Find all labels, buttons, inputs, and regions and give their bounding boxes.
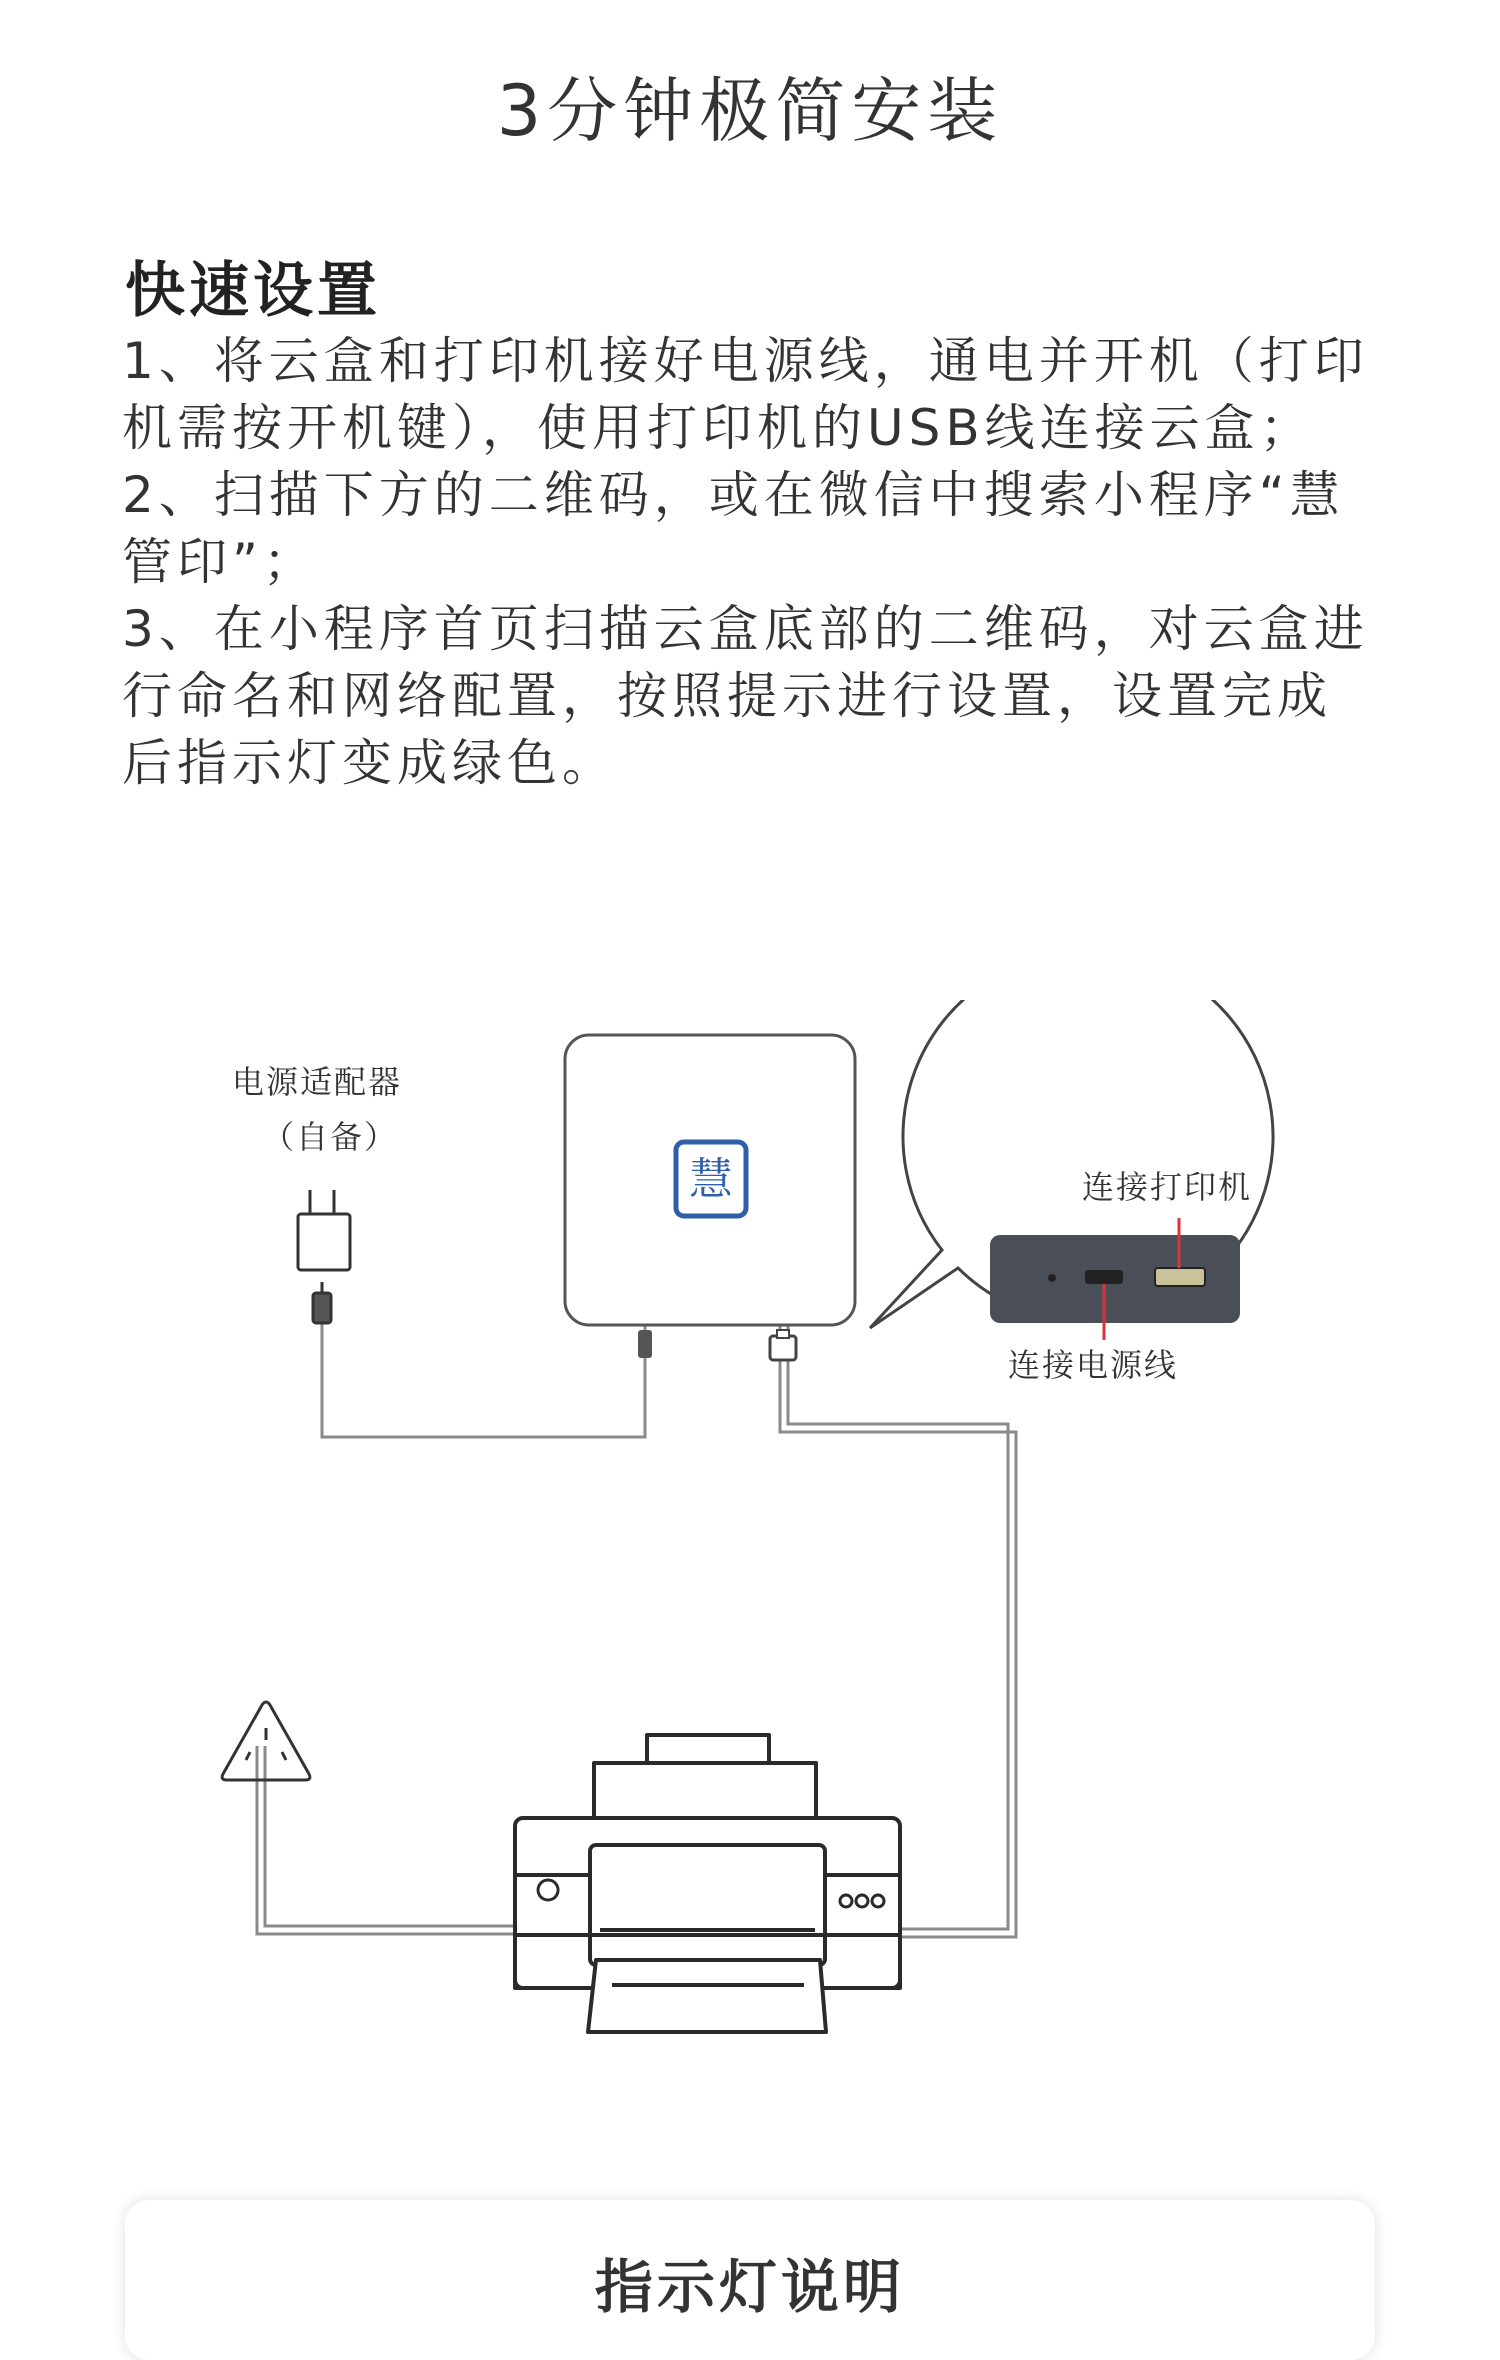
instruction-step-1: 1、将云盒和打印机接好电源线，通电并开机（打印机需按开机键），使用打印机的USB线连接云盒； — [122, 332, 1369, 457]
indicator-section-title: 指示灯说明 — [594, 2253, 905, 2321]
printer-power-cable-outer — [257, 1746, 515, 1934]
printer-power-cable-inner — [265, 1746, 515, 1926]
adapter-note: （自备） — [262, 1118, 399, 1156]
printer-icon — [515, 1735, 900, 2032]
adapter-cable — [322, 1322, 645, 1437]
connection-diagram-svg — [0, 1000, 1500, 2080]
section-heading: 快速设置 — [125, 256, 381, 326]
instruction-step-2: 2、扫描下方的二维码，或在微信中搜索小程序“慧管印”； — [122, 466, 1345, 591]
page-title: 3分钟极简安装 — [496, 70, 1004, 152]
instruction-list — [122, 328, 1382, 797]
instruction-step-3: 3、在小程序首页扫描云盒底部的二维码，对云盒进行命名和网络配置，按照提示进行设置，设置完成后指示灯变成绿色。 — [122, 600, 1369, 792]
power-adapter-icon — [298, 1190, 350, 1323]
adapter-label: 电源适配器 — [232, 1063, 403, 1101]
connection-diagram — [0, 1000, 1500, 2080]
port-printer-label: 连接打印机 — [1082, 1168, 1253, 1206]
box-logo-text: 慧 — [689, 1154, 733, 1205]
port-power-label: 连接电源线 — [1008, 1346, 1179, 1384]
cloud-box-icon — [565, 1035, 855, 1360]
